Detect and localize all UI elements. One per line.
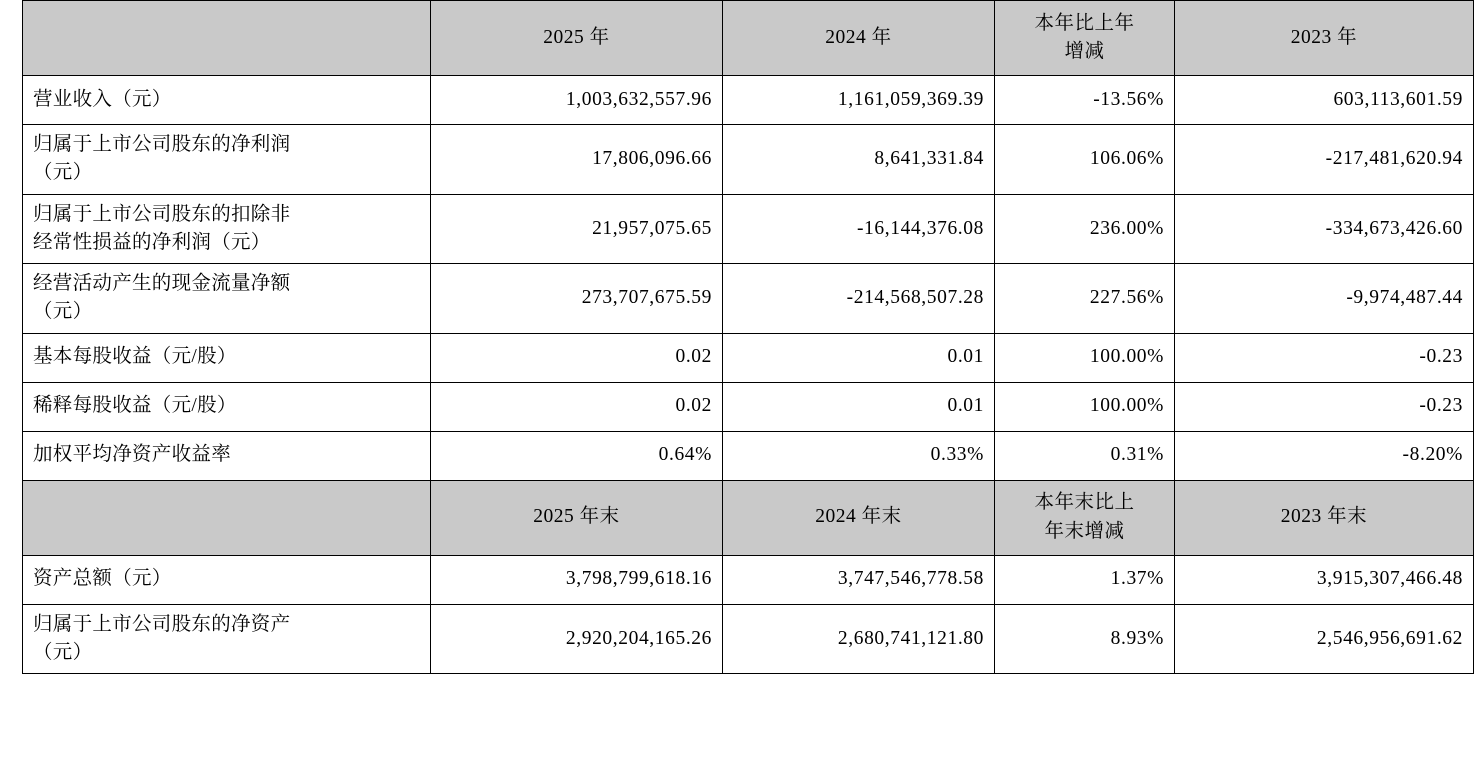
table-row: [23, 76, 1474, 125]
cell-weighted-roe-2025: 0.64%: [431, 431, 723, 480]
header-cell-2025: 2025 年: [431, 1, 723, 76]
row-label-net-assets-line1: 归属于上市公司股东的净资产: [33, 613, 291, 635]
table-header-row-year-end: [23, 480, 1474, 555]
table-row: [23, 125, 1474, 195]
cell-weighted-roe-2024: 0.33%: [723, 431, 995, 480]
row-label-net-assets: [23, 604, 431, 674]
header-change-end-line1: 本年末比上: [1034, 492, 1135, 514]
header-cell-2024: 2024 年: [723, 1, 995, 76]
row-label-diluted-eps: 稀释每股收益（元/股）: [23, 382, 431, 431]
cell-operating-cash-flow-2023: -9,974,487.44: [1175, 264, 1474, 334]
cell-diluted-eps-2025: 0.02: [431, 382, 723, 431]
table-row: [23, 333, 1474, 382]
table-row: [23, 555, 1474, 604]
cell-net-profit-2025: 17,806,096.66: [431, 125, 723, 195]
cell-net-assets-2025: 2,920,204,165.26: [431, 604, 723, 674]
cell-total-assets-2024: 3,747,546,778.58: [723, 555, 995, 604]
row-label-net-profit-line1: 归属于上市公司股东的净利润: [33, 134, 291, 155]
header-cell-2025-end: 2025 年末: [431, 480, 723, 555]
cell-adjusted-net-profit-2023: -334,673,426.60: [1175, 194, 1474, 264]
header-change-end-line2: 年末增减: [1044, 520, 1125, 542]
row-label-operating-cash-flow: [23, 264, 431, 334]
cell-diluted-eps-change: 100.00%: [995, 382, 1175, 431]
row-label-net-profit: [23, 125, 431, 195]
cell-total-assets-change: 1.37%: [995, 555, 1175, 604]
row-label-net-profit-line2: （元）: [33, 162, 93, 184]
cell-net-assets-2023: 2,546,956,691.62: [1175, 604, 1474, 674]
header-change-line1: 本年比上年: [1034, 12, 1135, 34]
financial-highlights-table: [22, 0, 1474, 674]
table-row: [23, 264, 1474, 334]
header-cell-change-end: [995, 480, 1175, 555]
row-label-adjusted-net-profit-line2: 经常性损益的净利润（元）: [33, 231, 271, 253]
row-label-adjusted-net-profit-line1: 归属于上市公司股东的扣除非: [33, 203, 291, 225]
header-cell-2024-end: 2024 年末: [723, 480, 995, 555]
table-row: [23, 194, 1474, 264]
cell-net-profit-2024: 8,641,331.84: [723, 125, 995, 195]
cell-adjusted-net-profit-change: 236.00%: [995, 194, 1175, 264]
header-cell-2023: 2023 年: [1175, 1, 1474, 76]
cell-operating-cash-flow-2025: 273,707,675.59: [431, 264, 723, 334]
cell-total-assets-2023: 3,915,307,466.48: [1175, 555, 1474, 604]
table-header-row-annual: [23, 1, 1474, 76]
cell-weighted-roe-change: 0.31%: [995, 431, 1175, 480]
cell-net-assets-2024: 2,680,741,121.80: [723, 604, 995, 674]
cell-operating-cash-flow-change: 227.56%: [995, 264, 1175, 334]
header-cell-blank: [23, 1, 431, 76]
row-label-basic-eps: 基本每股收益（元/股）: [23, 333, 431, 382]
cell-weighted-roe-2023: -8.20%: [1175, 431, 1474, 480]
header-cell-2023-end: 2023 年末: [1175, 480, 1474, 555]
row-label-operating-cash-flow-line2: （元）: [33, 301, 93, 323]
cell-basic-eps-2023: -0.23: [1175, 333, 1474, 382]
table-row: [23, 431, 1474, 480]
cell-basic-eps-2025: 0.02: [431, 333, 723, 382]
cell-revenue-2023: 603,113,601.59: [1175, 76, 1474, 125]
table-row: [23, 604, 1474, 674]
cell-net-profit-2023: -217,481,620.94: [1175, 125, 1474, 195]
cell-operating-cash-flow-2024: -214,568,507.28: [723, 264, 995, 334]
row-label-weighted-roe: 加权平均净资产收益率: [23, 431, 431, 480]
cell-adjusted-net-profit-2025: 21,957,075.65: [431, 194, 723, 264]
cell-revenue-2025: 1,003,632,557.96: [431, 76, 723, 125]
cell-revenue-change: -13.56%: [995, 76, 1175, 125]
row-label-adjusted-net-profit: [23, 194, 431, 264]
header-cell-blank-2: [23, 480, 431, 555]
cell-net-profit-change: 106.06%: [995, 125, 1175, 195]
table-row: [23, 382, 1474, 431]
row-label-revenue: 营业收入（元）: [23, 76, 431, 125]
cell-revenue-2024: 1,161,059,369.39: [723, 76, 995, 125]
cell-diluted-eps-2023: -0.23: [1175, 382, 1474, 431]
header-cell-change: [995, 1, 1175, 76]
cell-total-assets-2025: 3,798,799,618.16: [431, 555, 723, 604]
cell-basic-eps-2024: 0.01: [723, 333, 995, 382]
row-label-total-assets: 资产总额（元）: [23, 555, 431, 604]
cell-diluted-eps-2024: 0.01: [723, 382, 995, 431]
header-change-line2: 增减: [1064, 41, 1105, 62]
cell-net-assets-change: 8.93%: [995, 604, 1175, 674]
row-label-net-assets-line2: （元）: [33, 641, 93, 663]
cell-adjusted-net-profit-2024: -16,144,376.08: [723, 194, 995, 264]
row-label-operating-cash-flow-line1: 经营活动产生的现金流量净额: [33, 273, 291, 295]
cell-basic-eps-change: 100.00%: [995, 333, 1175, 382]
